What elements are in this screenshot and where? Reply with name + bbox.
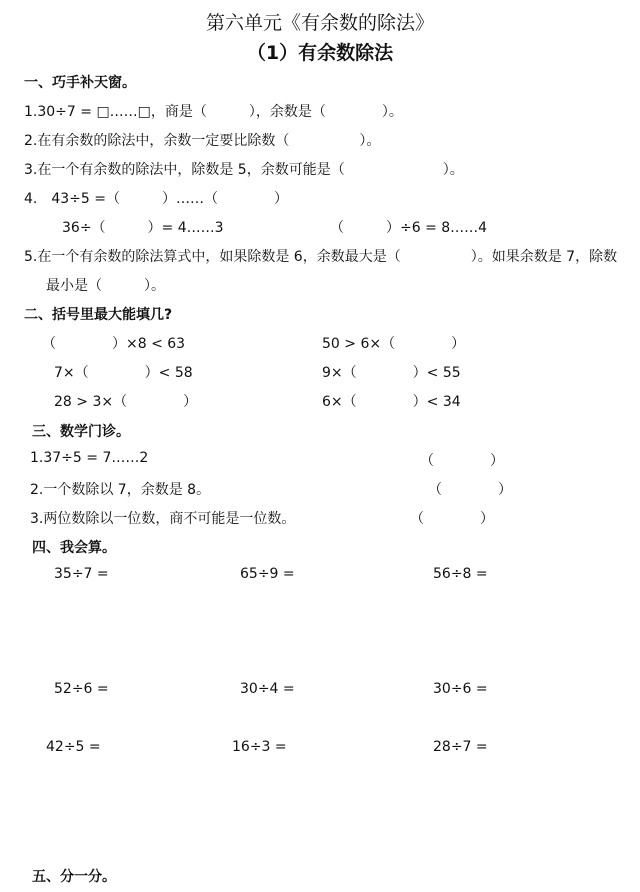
inequality-item: 6×（ ）< 34 — [322, 394, 461, 410]
judge-mark: （ ） — [410, 511, 494, 527]
question-1-5a: 5.在一个有余数的除法算式中，如果除数是 6，余数最大是（ ）。如果余数是 7，除数 — [24, 249, 618, 265]
page-subtitle: （1）有余数除法 — [246, 42, 394, 64]
inequality-item: （ ）×8 < 63 — [42, 336, 186, 352]
page-title: 第六单元《有余数的除法》 — [205, 12, 434, 34]
question-1-2: 2.在有余数的除法中，余数一定要比除数（ ）。 — [24, 133, 381, 149]
calc-item: 65÷9 = — [240, 566, 295, 582]
section-4-heading: 四、我会算。 — [32, 540, 116, 556]
judge-item: 3.两位数除以一位数，商不可能是一位数。 — [30, 511, 296, 527]
calc-item: 16÷3 = — [232, 739, 287, 755]
question-1-1: 1.30÷7 = □……□，商是（ ），余数是（ ）。 — [24, 104, 403, 120]
section-1-heading: 一、巧手补天窗。 — [24, 75, 136, 91]
inequality-item: 50 > 6×（ ） — [322, 336, 466, 352]
inequality-item: 9×（ ）< 55 — [322, 365, 461, 381]
judge-item: 1.37÷5 = 7……2 — [30, 450, 149, 466]
calc-item: 28÷7 = — [433, 739, 488, 755]
inequality-item: 7×（ ）< 58 — [54, 365, 193, 381]
calc-item: 52÷6 = — [54, 681, 109, 697]
judge-item: 2.一个数除以 7，余数是 8。 — [30, 482, 211, 498]
question-1-4c: （ ）÷6 = 8……4 — [330, 220, 488, 236]
calc-item: 42÷5 = — [46, 739, 101, 755]
section-3-heading: 三、数学门诊。 — [32, 424, 130, 440]
question-1-4a: 4. 43÷5 =（ ）……（ ） — [24, 191, 288, 207]
calc-item: 35÷7 = — [54, 566, 109, 582]
judge-mark: （ ） — [420, 453, 504, 469]
judge-mark: （ ） — [428, 482, 512, 498]
calc-item: 56÷8 = — [433, 566, 488, 582]
inequality-item: 28 > 3×（ ） — [54, 394, 198, 410]
question-1-5b: 最小是（ ）。 — [46, 278, 165, 294]
calc-item: 30÷6 = — [433, 681, 488, 697]
section-5-heading: 五、分一分。 — [32, 869, 116, 885]
question-1-3: 3.在一个有余数的除法中，除数是 5，余数可能是（ ）。 — [24, 162, 464, 178]
calc-item: 30÷4 = — [240, 681, 295, 697]
section-2-heading: 二、括号里最大能填几? — [24, 307, 173, 323]
question-1-4b: 36÷（ ）= 4……3 — [62, 220, 224, 236]
